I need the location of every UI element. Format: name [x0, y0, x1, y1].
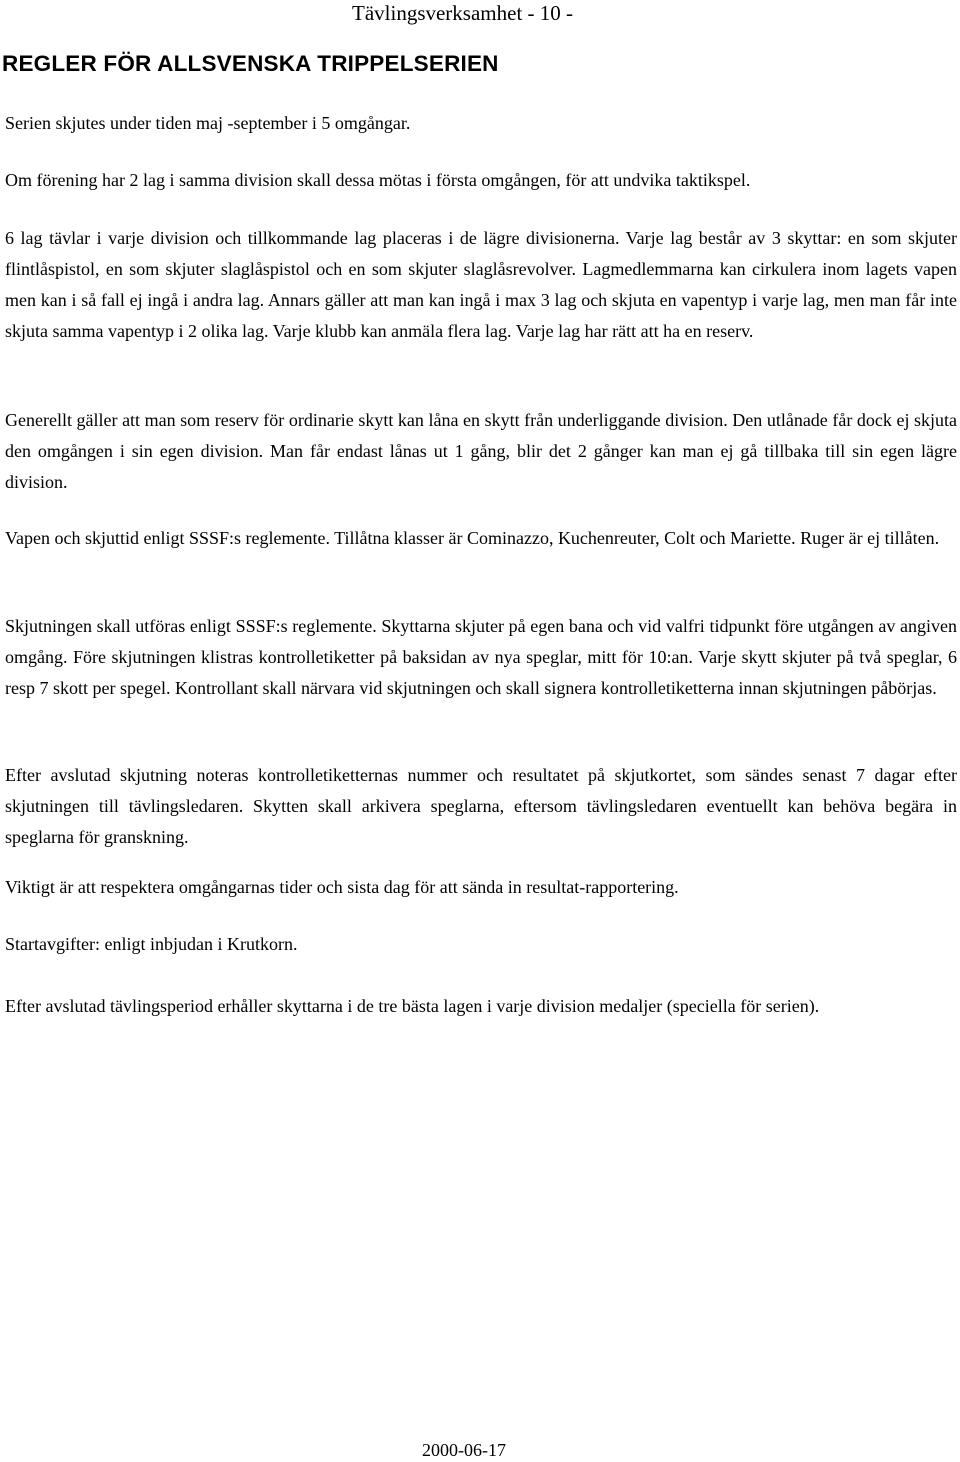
footer-date: 2000-06-17 [422, 1440, 506, 1460]
document-title: REGLER FÖR ALLSVENSKA TRIPPELSERIEN [2, 51, 499, 76]
paragraph-shooting-procedure: Skjutningen skall utföras enligt SSSF:s reglemente. Skyttarna skjuter på egen bana och vid valfri tidpunkt före utgången av angiven omgång. Före skjutningen klistras kontrolletiketter på baksidan av nya speglar, mitt för 10:an. Varje skytt skjuter på två speglar, 6 resp 7 skott per spegel. Kontrollant skall närvara vid skjutningen och skall signera kontrolletiketterna innan skjutningen påbörjas. [5, 616, 957, 698]
paragraph-entry-fees: Startavgifter: enligt inbjudan i Krutkorn. [5, 934, 298, 954]
paragraph-team-composition: 6 lag tävlar i varje division och tillkommande lag placeras i de lägre divisionerna. Varje lag består av 3 skyttar: en som skjuter flintlåspistol, en som skjuter slaglåspistol och en som skjuter slaglåsrevolver. Lagmedlemmarna kan cirkulera inom lagets vapen men kan i så fall ej ingå i andra lag. Annars gäller att man kan ingå i max 3 lag och skjuta en vapentyp i varje lag, men man får inte skjuta samma vapentyp i 2 olika lag. Varje klubb kan anmäla flera lag. Varje lag har rätt att ha en reserv. [5, 228, 957, 341]
paragraph-same-club-teams: Om förening har 2 lag i samma division skall dessa mötas i första omgången, för att undvika taktikspel. [5, 170, 751, 190]
paragraph-deadlines: Viktigt är att respektera omgångarnas tider och sista dag för att sända in resultat-rapportering. [5, 877, 679, 897]
paragraph-reporting: Efter avslutad skjutning noteras kontrolletiketternas nummer och resultatet på skjutkortet, som sändes senast 7 dagar efter skjutningen till tävlingsledaren. Skytten skall arkivera speglarna, eftersom tävlingsledaren eventuellt kan behöva begära in speglarna för granskning. [5, 765, 957, 847]
paragraph-weapons: Vapen och skjuttid enligt SSSF:s reglemente. Tillåtna klasser är Cominazzo, Kuchenreuter, Colt och Mariette. Ruger är ej tillåten. [5, 528, 940, 548]
paragraph-reserves: Generellt gäller att man som reserv för ordinarie skytt kan låna en skytt från underliggande division. Den utlånade får dock ej skjuta den omgången i sin egen division. Man får endast lånas ut 1 gång, blir det 2 gånger kan man ej gå tillbaka till sin egen lägre division. [5, 410, 957, 492]
page-header-section: Tävlingsverksamhet - 10 - [352, 1, 574, 25]
paragraph-season: Serien skjutes under tiden maj -september i 5 omgångar. [5, 113, 411, 133]
paragraph-medals: Efter avslutad tävlingsperiod erhåller skyttarna i de tre bästa lagen i varje division medaljer (speciella för serien). [5, 996, 820, 1016]
